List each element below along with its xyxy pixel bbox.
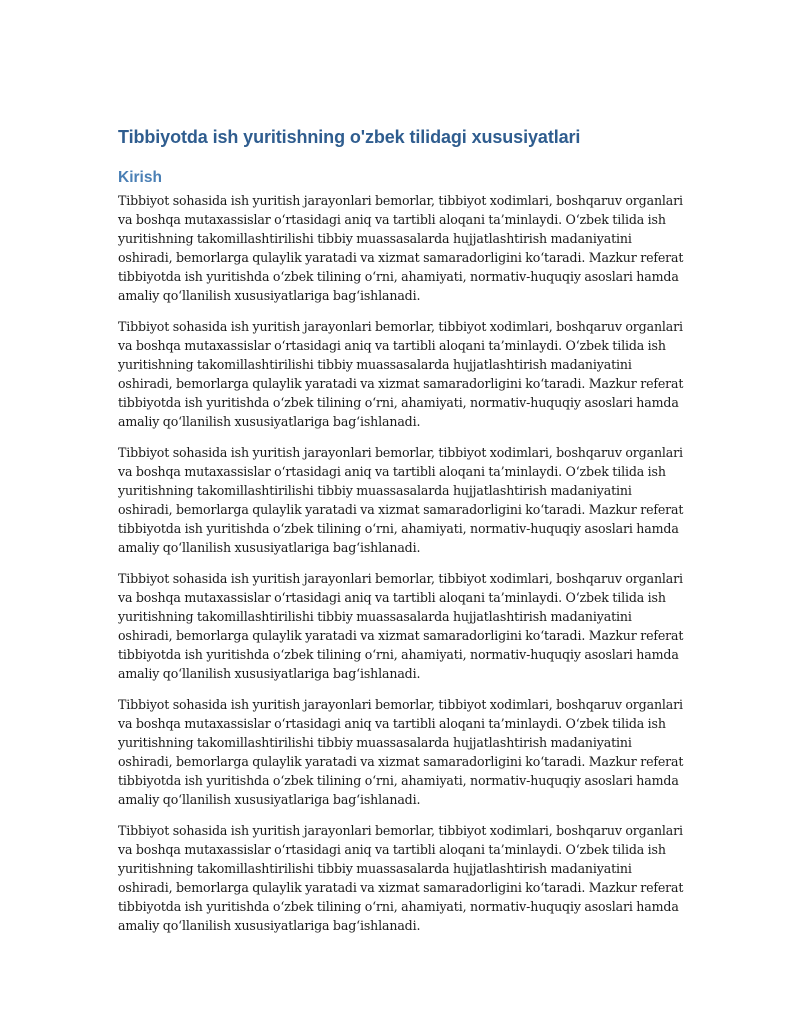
section-introduction [118, 168, 688, 935]
document-title: Tibbiyotda ish yuritishning o'zbek tilidagi xususiyatlari [118, 127, 581, 147]
paragraph-6: Tibbiyot sohasida ish yuritish jarayonlari bemorlar, tibbiyot xodimlari, boshqaruv organlari va boshqa mutaxassislar o‘rtasidagi aniq va tartibli aloqani ta’minlaydi. O‘zbek tilida ish yuritishning takomillashtirilishi tibbiy muassasalarda hujjatlashtirish madaniyatini oshiradi, bemorlarga qulaylik yaratadi va xizmat samaradorligini ko‘taradi. Mazkur referat tibbiyotda ish yuritishda o‘zbek tilining o‘rni, ahamiyati, normativ-huquqiy asoslari hamda amaliy qo‘llanilish xususiyatlariga bag‘ishlanadi. [118, 823, 684, 933]
paragraph-2: Tibbiyot sohasida ish yuritish jarayonlari bemorlar, tibbiyot xodimlari, boshqaruv organlari va boshqa mutaxassislar o‘rtasidagi aniq va tartibli aloqani ta’minlaydi. O‘zbek tilida ish yuritishning takomillashtirilishi tibbiy muassasalarda hujjatlashtirish madaniyatini oshiradi, bemorlarga qulaylik yaratadi va xizmat samaradorligini ko‘taradi. Mazkur referat tibbiyotda ish yuritishda o‘zbek tilining o‘rni, ahamiyati, normativ-huquqiy asoslari hamda amaliy qo‘llanilish xususiyatlariga bag‘ishlanadi. [118, 319, 684, 429]
paragraph-5: Tibbiyot sohasida ish yuritish jarayonlari bemorlar, tibbiyot xodimlari, boshqaruv organlari va boshqa mutaxassislar o‘rtasidagi aniq va tartibli aloqani ta’minlaydi. O‘zbek tilida ish yuritishning takomillashtirilishi tibbiy muassasalarda hujjatlashtirish madaniyatini oshiradi, bemorlarga qulaylik yaratadi va xizmat samaradorligini ko‘taradi. Mazkur referat tibbiyotda ish yuritishda o‘zbek tilining o‘rni, ahamiyati, normativ-huquqiy asoslari hamda amaliy qo‘llanilish xususiyatlariga bag‘ishlanadi. [118, 697, 684, 807]
paragraph-4: Tibbiyot sohasida ish yuritish jarayonlari bemorlar, tibbiyot xodimlari, boshqaruv organlari va boshqa mutaxassislar o‘rtasidagi aniq va tartibli aloqani ta’minlaydi. O‘zbek tilida ish yuritishning takomillashtirilishi tibbiy muassasalarda hujjatlashtirish madaniyatini oshiradi, bemorlarga qulaylik yaratadi va xizmat samaradorligini ko‘taradi. Mazkur referat tibbiyotda ish yuritishda o‘zbek tilining o‘rni, ahamiyati, normativ-huquqiy asoslari hamda amaliy qo‘llanilish xususiyatlariga bag‘ishlanadi. [118, 571, 684, 681]
section-heading: Kirish [118, 169, 162, 186]
document-body [118, 124, 688, 947]
paragraph-1: Tibbiyot sohasida ish yuritish jarayonlari bemorlar, tibbiyot xodimlari, boshqaruv organlari va boshqa mutaxassislar o‘rtasidagi aniq va tartibli aloqani ta’minlaydi. O‘zbek tilida ish yuritishning takomillashtirilishi tibbiy muassasalarda hujjatlashtirish madaniyatini oshiradi, bemorlarga qulaylik yaratadi va xizmat samaradorligini ko‘taradi. Mazkur referat tibbiyotda ish yuritishda o‘zbek tilining o‘rni, ahamiyati, normativ-huquqiy asoslari hamda amaliy qo‘llanilish xususiyatlariga bag‘ishlanadi. [118, 193, 684, 303]
paragraph-3: Tibbiyot sohasida ish yuritish jarayonlari bemorlar, tibbiyot xodimlari, boshqaruv organlari va boshqa mutaxassislar o‘rtasidagi aniq va tartibli aloqani ta’minlaydi. O‘zbek tilida ish yuritishning takomillashtirilishi tibbiy muassasalarda hujjatlashtirish madaniyatini oshiradi, bemorlarga qulaylik yaratadi va xizmat samaradorligini ko‘taradi. Mazkur referat tibbiyotda ish yuritishda o‘zbek tilining o‘rni, ahamiyati, normativ-huquqiy asoslari hamda amaliy qo‘llanilish xususiyatlariga bag‘ishlanadi. [118, 445, 684, 555]
